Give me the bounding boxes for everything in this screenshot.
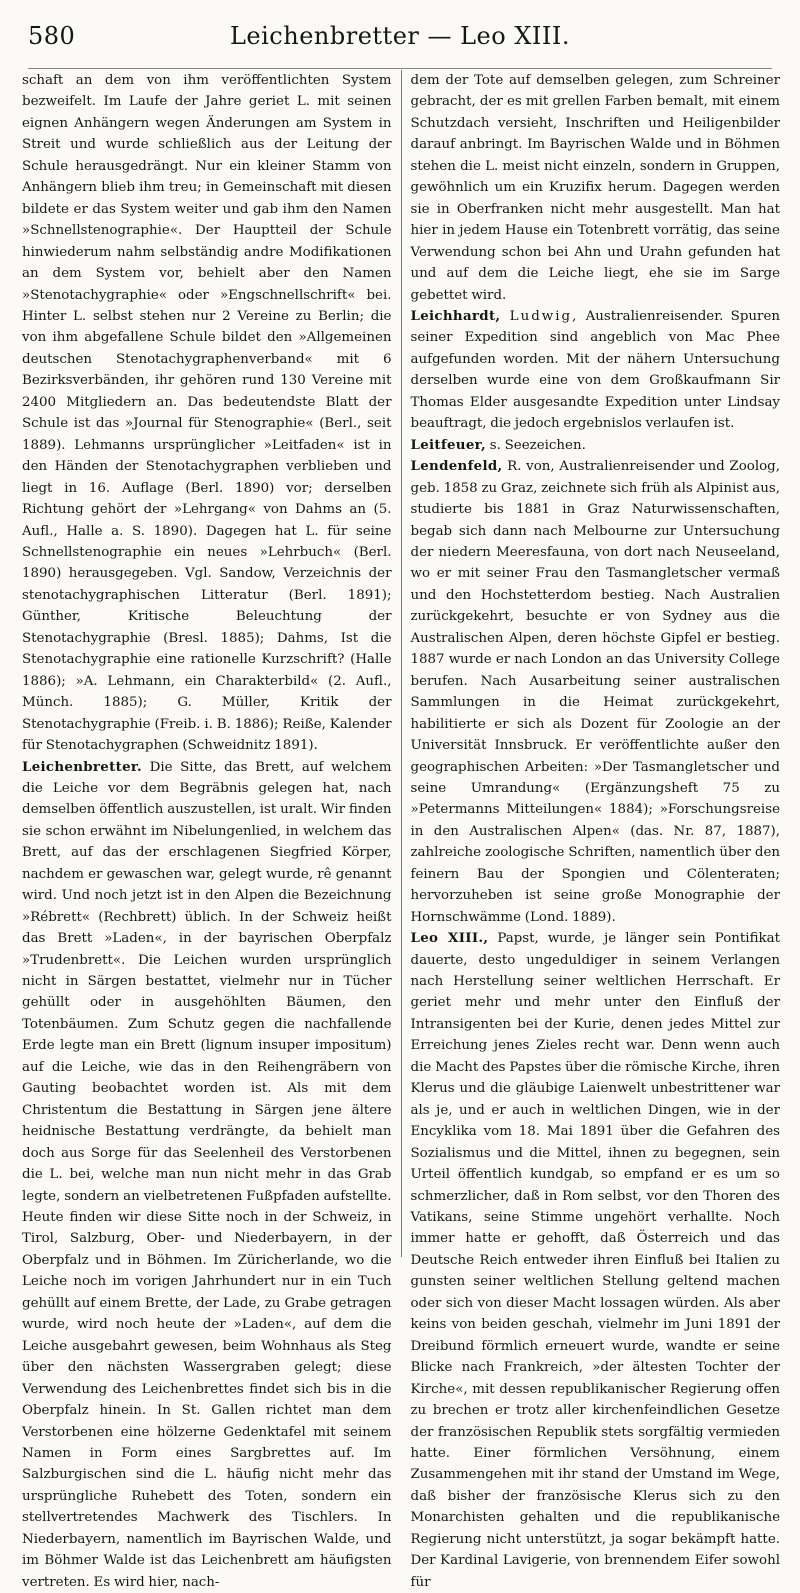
entry-text: Die Sitte, das Brett, auf welchem die Leiche vor dem Begräbnis gelegen hat, nach demselben öffentlich auszustellen, ist uralt. Wir finden sie schon erwähnt im Nibelungenlied, in welchem das Brett, auf das der erschlagenen Siegfried Körper, nachdem er gewaschen war, gelegt wurde, rê genannt wird. Und noch jetzt ist in den Alpen die Bezeichnung »Rébrett« (Rechbrett) üblich. In der Schweiz heißt das Brett »Laden«, in der bayrischen Oberpfalz »Trudenbrett«. Die Leichen wurden ursprünglich nicht in Särgen bestattet, vielmehr nur in Tücher gehüllt oder in ausgehöhlten Bäumen, den Totenbäumen. Zum Schutz gegen die nachfallende Erde legte man ein Brett (lignum insuper impositum) auf die Leiche, wie das in den Reihengräbern von Gauting beobachtet worden ist. Als mit dem Christentum die Bestattung in Särgen jene ältere heidnische Bestattung verdrängte, da behielt man doch aus Sorge für das Seelenheil des Verstorbenen die L. bei, welche man nun nicht mehr in das Grab legte, sondern an vielbetretenen Fußpfaden aufstellte. Heute finden wir diese Sitte noch in der Schweiz, in Tirol, Salzburg, Ober- und Niederbayern, in der Oberpfalz und in Böhmen. Im Züricherlande, wo die Leiche noch im vorigen Jahrhundert nur in ein Tuch gehüllt auf einem Brette, der Lade, zu Grabe getragen wurde, wird noch heute der »Laden«, auf dem die Leiche ausgebahrt gewesen, beim Wohnhaus als Steg über den nächsten Wassergraben gelegt; diese Verwendung des Leichenbrettes findet sich bis in die Oberpfalz hinein. In St. Gallen richtet man dem Verstorbenen eine hölzerne Gedenktafel mit seinem Namen in Form eines Sargbrettes auf. Im Salzburgischen sind die L. häufig nicht mehr das ursprüngliche Ruhebett des Toten, sondern ein stellvertretendes Machwerk des Tischlers. In Niederbayern, namentlich im Bayrischen Walde, und im Böhmer Walde ist das Leichenbrett am häufigsten vertreten. Es wird hier, nach- — [22, 760, 392, 1590]
entry-leo-xiii — [411, 928, 781, 1593]
right-column — [402, 70, 781, 1257]
running-title: Leichenbretter — Leo XIII. — [28, 22, 772, 50]
page-header — [28, 18, 772, 69]
entry-headword: Leo XIII., — [411, 930, 489, 946]
entry-text: Australienreisender. Spuren seiner Expedition sind angeblich von Mac Phee aufgefunden worden. Mit der nähern Untersuchung derselben wurde eine von dem Großkaufmann Sir Thomas Elder ausgesandte Expedition unter Lindsay beauftragt, die jedoch ergebnislos verlaufen ist. — [411, 309, 781, 431]
paragraph-leichenbretter-continued: dem der Tote auf demselben gelegen, zum Schreiner gebracht, der es mit grellen Farben bemalt, mit einem Schutzdach versieht, Inschriften und Heiligenbilder darauf anbringt. Im Bayrischen Walde und in Böhmen stehen die L. meist nicht einzeln, sondern in Gruppen, gewöhnlich um ein Kruzifix herum. Dagegen werden sie in Oberfranken nicht mehr ausgestellt. Man hat hier in jedem Hause ein Totenbrett vorrätig, das seine Verwendung schon bei Ahn und Urahn gefunden hat und auf dem die Leiche liegt, ehe sie im Sarge gebettet wird. — [411, 70, 781, 306]
entry-lendenfeld — [411, 456, 781, 928]
entry-leichhardt — [411, 306, 781, 435]
text-columns — [22, 70, 780, 1257]
entry-headword: Leichenbretter. — [22, 759, 142, 775]
entry-text: Papst, wurde, je länger sein Pontifikat dauerte, desto ungeduldiger in seinem Verlangen nach Herstellung seiner weltlichen Herrschaft. Er geriet mehr und mehr unter den Einfluß der Intransigenten bei der Kurie, denen jedes Mittel zur Erreichung jenes Zieles recht war. Denn wenn auch die Macht des Papstes über die römische Kirche, ihren Klerus und die gläubige Laienwelt unbestrittener war als je, und er auch in weltlichen Dingen, wie in der Encyklika vom 18. Mai 1891 über die Gefahren des Sozialismus und die Mittel, ihnen zu begegnen, sein Urteil öffentlich kundgab, so empfand er es um so schmerzlicher, daß in Rom selbst, vor den Thoren des Vatikans, seine Stimme ungehört verhallte. Noch immer hatte er gehofft, daß Österreich und das Deutsche Reich entweder ihren Einfluß bei Italien zu gunsten seiner weltlichen Stellung geltend machen oder sich von dieser Macht lossagen würden. Als aber keins von beiden geschah, vielmehr im Juni 1891 der Dreibund förmlich erneuert wurde, wandte er seine Blicke nach Frankreich, »der ältesten Tochter der Kirche«, mit dessen republikanischer Regierung offen zu brechen er trotz aller kirchenfeindlichen Gesetze der französischen Republik stets sorgfältig vermieden hatte. Einer förmlichen Versöhnung, einem Zusammengehen mit ihr stand der Umstand im Wege, daß bisher der französische Klerus sich zu den Monarchisten gehalten und die republikanische Regierung nicht unterstützt, ja sogar bekämpft hatte. Der Kardinal Lavigerie, von brennendem Eifer sowohl für — [411, 931, 781, 1590]
paragraph-lehmann-continued: schaft an dem von ihm veröffentlichten System bezweifelt. Im Laufe der Jahre geriet L. mit seinen eignen Anhängern wegen Änderungen am System in Streit und wurde schließlich aus der Leitung der Schule herausgedrängt. Nur ein kleiner Stamm von Anhängern blieb ihm treu; in Gemeinschaft mit diesen bildete er das System weiter und gab ihm den Namen »Schnellstenographie«. Der Hauptteil der Schule hinwiederum nahm selbständig andre Modifikationen an dem System vor, behielt aber den Namen »Stenotachygraphie« oder »Engschnellschrift« bei. Hinter L. selbst stehen nur 2 Vereine zu Berlin; die von ihm abgefallene Schule bildet den »Allgemeinen deutschen Stenotachygraphenverband« mit 6 Bezirksverbänden, ihr gehören rund 130 Vereine mit 2400 Mitgliedern an. Das bedeutendste Blatt der Schule ist das »Journal für Stenographie« (Berl., seit 1889). Lehmanns ursprünglicher »Leitfaden« ist in den Händen der Stenotachygraphen verblieben und liegt in 16. Auflage (Berl. 1890) vor; derselben Richtung gehört der »Lehrgang« von Dahms an (5. Aufl., Halle a. S. 1890). Dagegen hat L. für seine Schnellstenographie ein neues »Lehrbuch« (Berl. 1890) herausgegeben. Vgl. Sandow, Verzeichnis der stenotachygraphischen Litteratur (Berl. 1891); Günther, Kritische Beleuchtung der Stenotachygraphie (Bresl. 1885); Dahms, Ist die Stenotachygraphie eine rationelle Kurzschrift? (Halle 1886); »A. Lehmann, ein Charakterbild« (2. Aufl., Münch. 1885); G. Müller, Kritik der Stenotachygraphie (Freib. i. B. 1886); Reiße, Kalender für Stenotachygraphen (Schweidnitz 1891). — [22, 70, 392, 757]
left-column — [22, 70, 401, 1257]
entry-leichenbretter — [22, 757, 392, 1593]
entry-forename: Ludwig, — [500, 309, 578, 324]
page-number: 580 — [28, 22, 75, 50]
entry-headword: Leichhardt, — [411, 308, 501, 324]
entry-text: R. von, Australienreisender und Zoolog, geb. 1858 zu Graz, zeichnete sich früh als Alpinist aus, studierte bis 1881 in Graz Naturwissenschaften, begab sich dann nach Melbourne zur Untersuchung der niedern Meeresfauna, von dort nach Neuseeland, wo er mit seiner Frau den Tasmangletscher vermaß und den Hochstetterdom bestieg. Nach Australien zurückgekehrt, besuchte er von Sydney aus die Australischen Alpen, deren höchste Gipfel er bestieg. 1887 wurde er nach London an das University College berufen. Nach Ausarbeitung seiner australischen Sammlungen in die Heimat zurückgekehrt, habilitierte er sich als Dozent für Zoologie an der Universität Innsbruck. Er veröffentlichte außer den geographischen Arbeiten: »Der Tasmangletscher und seine Umrandung« (Ergänzungsheft 75 zu »Petermanns Mitteilungen« 1884); »Forschungsreise in den Australischen Alpen« (das. Nr. 87, 1887), zahlreiche zoologische Schriften, namentlich über den feinern Bau der Spongien und Cölenteraten; hervorzuheben ist seine große Monographie der Hornschwämme (Lond. 1889). — [411, 459, 781, 925]
entry-text: s. Seezeichen. — [486, 438, 586, 453]
entry-headword: Leitfeuer, — [411, 437, 486, 453]
entry-headword: Lendenfeld, — [411, 458, 503, 474]
entry-leitfeuer — [411, 435, 781, 456]
